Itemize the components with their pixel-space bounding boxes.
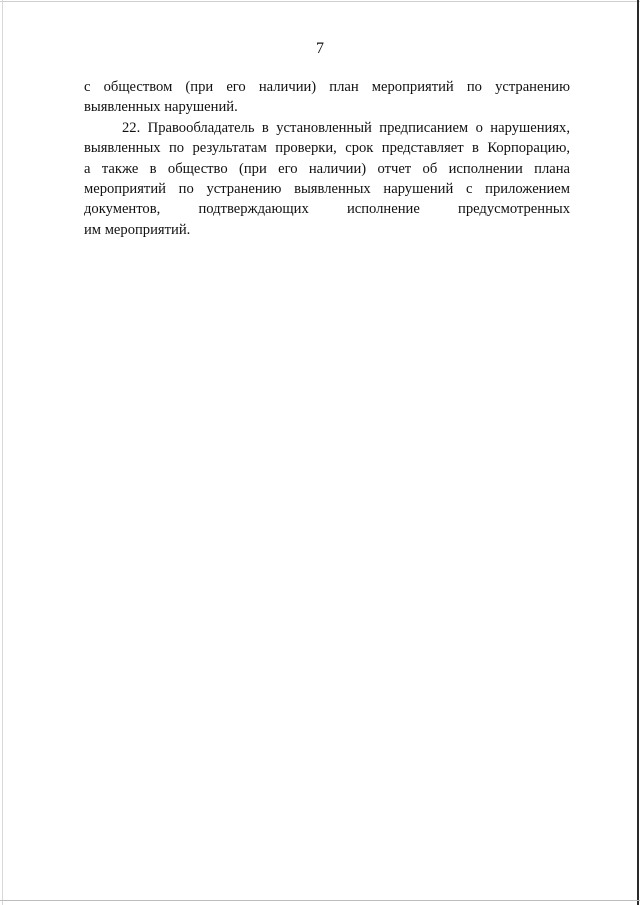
scan-edge-left — [2, 0, 3, 905]
text-line: с обществом (при его наличии) план мероприятий по устранению — [84, 79, 570, 95]
document-body — [84, 77, 570, 240]
text-line: документов, подтверждающих исполнение предусмотренных — [84, 201, 570, 218]
scan-edge-bottom — [0, 900, 640, 901]
text-line: 22. Правообладатель в установленный предписанием о нарушениях, — [122, 119, 570, 136]
text-line: мероприятий по устранению выявленных нарушений с приложением — [84, 181, 570, 198]
text-line: выявленных по результатам проверки, срок представляет в Корпорацию, — [84, 140, 570, 157]
text-line: им мероприятий. — [84, 221, 191, 238]
scan-edge-right — [637, 0, 639, 905]
text-line: а также в общество (при его наличии) отчет об исполнении плана — [84, 160, 570, 177]
page-number: 7 — [316, 40, 324, 57]
paragraph-22 — [84, 118, 570, 240]
paragraph-continuation — [84, 77, 570, 118]
text-line: выявленных нарушений. — [84, 99, 238, 116]
scan-edge-top — [0, 1, 640, 2]
